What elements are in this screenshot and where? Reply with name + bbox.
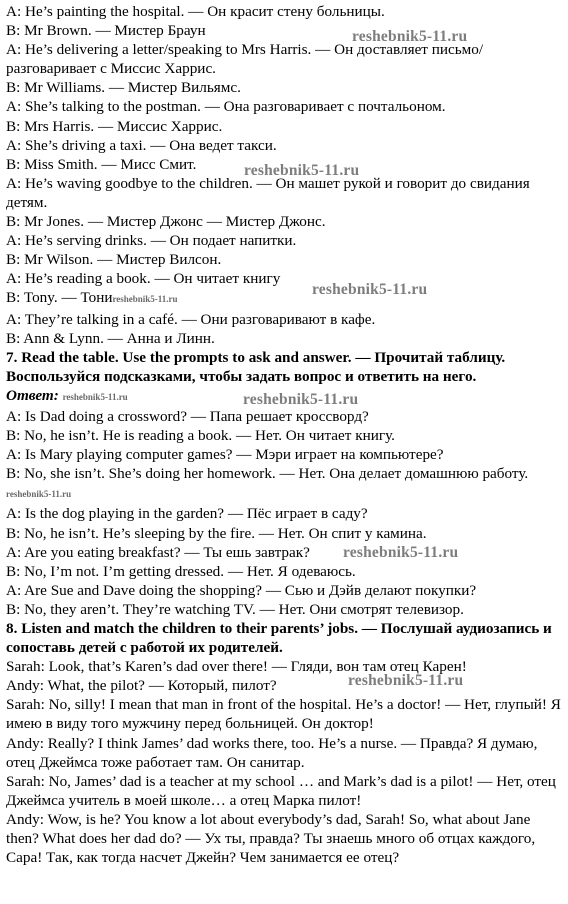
dialogue-line: B: Mr Wilson. — Мистер Вилсон.	[6, 251, 222, 269]
dialogue-line: Sarah: Look, that’s Karen’s dad over there! — Гляди, вон там отец Карен!	[6, 658, 467, 676]
watermark-inline: reshebnik5-11.ru	[6, 489, 72, 500]
watermark: reshebnik5-11.ru	[312, 281, 428, 298]
dialogue-line: A: He’s serving drinks. — Он подает напитки.	[6, 232, 297, 250]
dialogue-line: A: He’s waving goodbye to the children. — Он машет рукой и говорит до свидания детям.	[6, 174, 530, 211]
watermark: reshebnik5-11.ru	[244, 162, 360, 179]
dialogue-line: A: Are you eating breakfast? — Ты ешь завтрак?	[6, 543, 310, 561]
dialogue-line	[6, 288, 564, 309]
watermark-inline: reshebnik5-11.ru	[112, 294, 178, 305]
dialogue-line: A: Is Dad doing a crossword? — Папа решает кроссворд?	[6, 407, 369, 425]
watermark-inline: reshebnik5-11.ru	[62, 391, 128, 402]
watermark: reshebnik5-11.ru	[348, 672, 464, 689]
dialogue-line: A: Is the dog playing in the garden? — Пёс играет в саду?	[6, 505, 368, 523]
dialogue-line: B: Ann & Lynn. — Анна и Линн.	[6, 329, 215, 347]
watermark: reshebnik5-11.ru	[343, 544, 459, 561]
dialogue-line: A: She’s driving a taxi. — Она ведет такси.	[6, 136, 277, 154]
dialogue-line: Andy: Wow, is he? You know a lot about everybody’s dad, Sarah! So, what about Jane then? What does her dad do? — Ух ты, правда? Ты знаешь много об отцах каждого, Сара! Так, как тогда насчет Джейн? Чем занимается ее отец?	[6, 810, 536, 867]
dialogue-line: Andy: Really? I think James’ dad works there, too. He’s a nurse. — Правда? Я думаю, отец Джеймса тоже работает там. Он санитар.	[6, 734, 538, 771]
dialogue-line: A: They’re talking in a café. — Они разговаривают в кафе.	[6, 310, 376, 328]
dialogue-line: Sarah: No, James’ dad is a teacher at my school … and Mark’s dad is a pilot! — Нет, отец Джеймса учитель в моей школе… а отец Марка пилот!	[6, 772, 556, 809]
dialogue-line: B: Mr Brown. — Мистер Браун	[6, 22, 206, 40]
dialogue-text: B: No, she isn’t. She’s doing her homework. — Нет. Она делает домашнюю работу.	[6, 465, 529, 483]
dialogue-line: B: Mr Williams. — Мистер Вильямс.	[6, 79, 241, 97]
task7-heading: 7. Read the table. Use the prompts to ask and answer. — Прочитай таблицу. Воспользуйся подсказками, чтобы задать вопрос и ответить на него.	[6, 348, 506, 385]
answer-label: Ответ:	[6, 386, 59, 404]
document-page	[6, 2, 564, 867]
dialogue-line: Sarah: No, silly! I mean that man in front of the hospital. He’s a doctor! — Нет, глупый! Я имею в виду того мужчину перед больницей. Он доктор!	[6, 696, 561, 733]
task8-heading: 8. Listen and match the children to their parents’ jobs. — Послушай аудиозапись и сопоставь детей с работой их родителей.	[6, 620, 552, 657]
dialogue-line: A: He’s reading a book. — Он читает книгу	[6, 270, 281, 288]
dialogue-line: B: Mr Jones. — Мистер Джонс — Мистер Джонс.	[6, 213, 326, 231]
dialogue-line: A: He’s painting the hospital. — Он красит стену больницы.	[6, 3, 385, 20]
dialogue-line: A: He’s delivering a letter/speaking to Mrs Harris. — Он доставляет письмо/разговаривает с Миссис Харрис.	[6, 41, 484, 78]
dialogue-line: A: Are Sue and Dave doing the shopping? — Сью и Дэйв делают покупки?	[6, 581, 477, 599]
dialogue-line: Andy: What, the pilot? — Который, пилот?	[6, 677, 277, 695]
dialogue-line: B: No, he isn’t. He is reading a book. — Нет. Он читает книгу.	[6, 427, 395, 445]
dialogue-line: B: No, I’m not. I’m getting dressed. — Нет. Я одеваюсь.	[6, 562, 356, 580]
watermark: reshebnik5-11.ru	[243, 391, 359, 408]
dialogue-line: A: Is Mary playing computer games? — Мэри играет на компьютере?	[6, 446, 444, 464]
dialogue-line: B: Miss Smith. — Мисс Смит.	[6, 155, 197, 173]
watermark: reshebnik5-11.ru	[352, 28, 468, 45]
dialogue-line: B: Mrs Harris. — Миссис Харрис.	[6, 117, 223, 135]
dialogue-line: A: She’s talking to the postman. — Она разговаривает с почтальоном.	[6, 98, 446, 116]
dialogue-line: B: No, they aren’t. They’re watching TV. — Нет. Они смотрят телевизор.	[6, 600, 464, 618]
dialogue-line: B: No, he isn’t. He’s sleeping by the fire. — Нет. Он спит у камина.	[6, 524, 427, 542]
dialogue-line	[6, 464, 564, 504]
dialogue-text: B: Tony. — Тони	[6, 289, 113, 307]
